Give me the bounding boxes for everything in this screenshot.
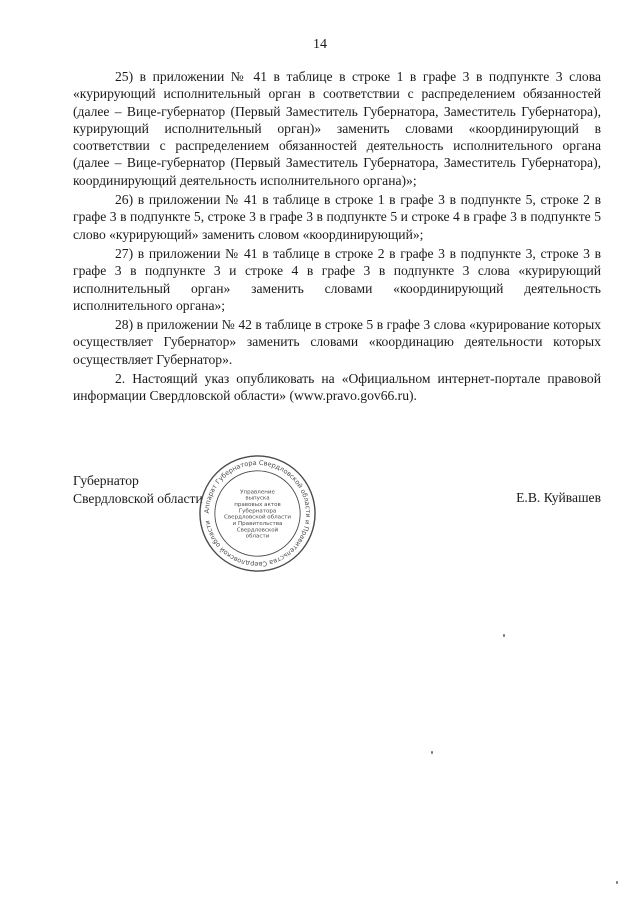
paragraph-item-26: 26) в приложении № 41 в таблице в строке 1 в графе 3 в подпункте 5, строке 2 в графе 3 в подпункте 5, строке 3 в графе 3 в подпункте 5 и строке 4 в графе 3 в подпункте 5 слово «курирующий» заменить словом «координирующий»; <box>73 192 601 242</box>
paragraph-item-25: 25) в приложении № 41 в таблице в строке 1 в графе 3 в подпункте 3 слова «курирующий исполнительный орган в соответствии с распределением обязанностей (далее – Вице-губернатор (Первый Заместитель Губернатора, Заместитель Губернатора), курирующий исполнительный орган)» заменить словами «координирующий в соответствии с распределением обязанностей деятельность исполнительного органа (далее – Вице-губернатор (Первый Заместитель Губернатора, Заместитель Губернатора), координирующий деятельность исполнительного органа)»; <box>73 69 601 188</box>
seal-graphic <box>196 452 319 575</box>
signatory-name: Е.В. Куйвашев <box>516 490 601 505</box>
scan-speck <box>431 751 433 754</box>
signatory-position-line-1: Губернатор <box>73 473 139 488</box>
page-number: 14 <box>313 37 327 52</box>
seal-center-line: выпуска <box>245 495 270 502</box>
signatory-position-line-2: Свердловской области <box>73 491 203 506</box>
paragraph-item-28: 28) в приложении № 42 в таблице в строке 5 в графе 3 слова «курирование которых осуществляет Губернатор» заменить словами «координацию деятельности которых осуществляет Губернатор». <box>73 317 601 367</box>
seal-center-line: Управление <box>240 489 275 496</box>
seal-center-line: области <box>245 533 270 540</box>
seal-center-line: правовых актов <box>234 501 281 508</box>
scan-speck <box>503 634 505 637</box>
paragraph-item-27: 27) в приложении № 41 в таблице в строке 2 в графе 3 в подпункте 3, строке 3 в графе 3 в подпункте 3 и строке 4 в графе 3 в подпункте 3 слова «курирующий исполнительный орган» заменить словами «координирующий деятельность исполнительного органа»; <box>73 245 601 313</box>
paragraph-publication-clause: 2. Настоящий указ опубликовать на «Официальном интернет-портале правовой информации Свердловской области» (www.pravo.gov66.ru). <box>73 371 601 404</box>
seal-ring-text: Аппарат Губернатора Свердловской области и Правительства Свердловской области <box>202 458 313 569</box>
scan-speck <box>616 881 618 884</box>
seal-center-text <box>224 489 291 539</box>
seal-center-line: и Правительства <box>232 521 283 528</box>
document-body <box>73 68 601 407</box>
seal-center-line: Свердловской <box>236 527 279 534</box>
seal-center-line: Губернатора <box>238 508 277 515</box>
official-seal-stamp <box>196 452 319 575</box>
seal-center-line: Свердловской области <box>224 514 291 521</box>
signatory-position <box>73 472 203 508</box>
